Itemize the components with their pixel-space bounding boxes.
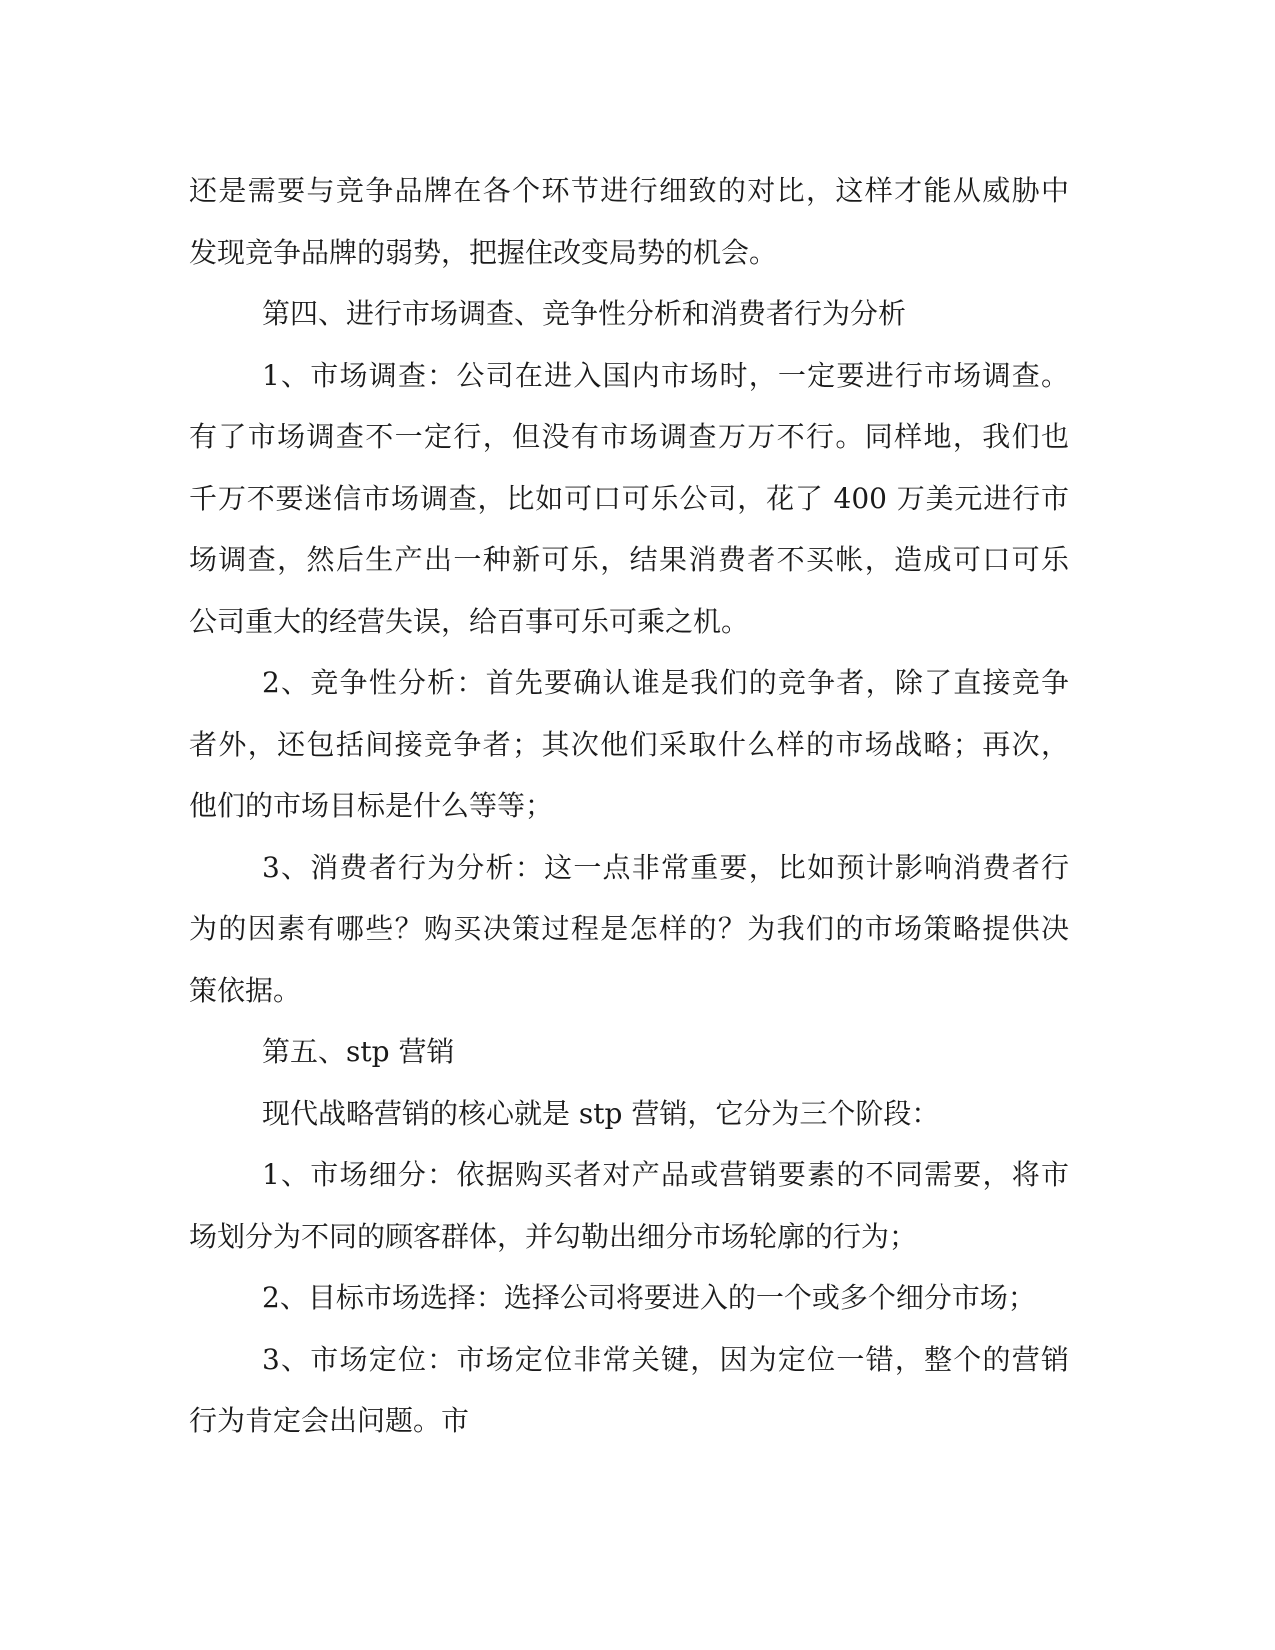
text-line: 为的因素有哪些？购买决策过程是怎样的？为我们的市场策略提供决 <box>189 912 1069 945</box>
text-line: 还是需要与竞争品牌在各个环节进行细致的对比，这样才能从威胁中 <box>189 174 1069 207</box>
text-line: 1、市场细分：依据购买者对产品或营销要素的不同需要，将市 <box>262 1158 1069 1191</box>
text-line: 发现竞争品牌的弱势，把握住改变局势的机会。 <box>189 235 778 269</box>
text-line: 场调查，然后生产出一种新可乐，结果消费者不买帐，造成可口可乐 <box>189 543 1069 576</box>
text-line: 2、目标市场选择：选择公司将要进入的一个或多个细分市场； <box>262 1281 1036 1314</box>
text-line: 3、消费者行为分析：这一点非常重要，比如预计影响消费者行 <box>262 850 1069 884</box>
text-line: 策依据。 <box>189 973 302 1007</box>
body-text <box>189 160 1069 1452</box>
text-line: 场划分为不同的顾客群体，并勾勒出细分市场轮廓的行为； <box>189 1219 918 1253</box>
text-line: 现代战略营销的核心就是 stp 营销，它分为三个阶段： <box>262 1096 940 1130</box>
text-line: 他们的市场目标是什么等等； <box>189 789 554 822</box>
section-heading: 第五、stp 营销 <box>262 1035 455 1068</box>
text-line: 者外，还包括间接竞争者；其次他们采取什么样的市场战略；再次， <box>189 727 1069 761</box>
text-line: 2、竞争性分析：首先要确认谁是我们的竞争者，除了直接竞争 <box>262 666 1069 699</box>
text-line: 有了市场调查不一定行，但没有市场调查万万不行。同样地，我们也 <box>189 420 1069 453</box>
text-line: 公司重大的经营失误，给百事可乐可乘之机。 <box>189 604 750 638</box>
text-line: 行为肯定会出问题。市 <box>189 1404 470 1437</box>
section-heading: 第四、进行市场调查、竞争性分析和消费者行为分析 <box>262 297 907 330</box>
text-line: 千万不要迷信市场调查，比如可口可乐公司，花了 400 万美元进行市 <box>189 481 1069 515</box>
text-line: 1、市场调查：公司在进入国内市场时，一定要进行市场调查。 <box>262 358 1069 392</box>
text-line: 3、市场定位：市场定位非常关键，因为定位一错，整个的营销 <box>262 1342 1069 1376</box>
